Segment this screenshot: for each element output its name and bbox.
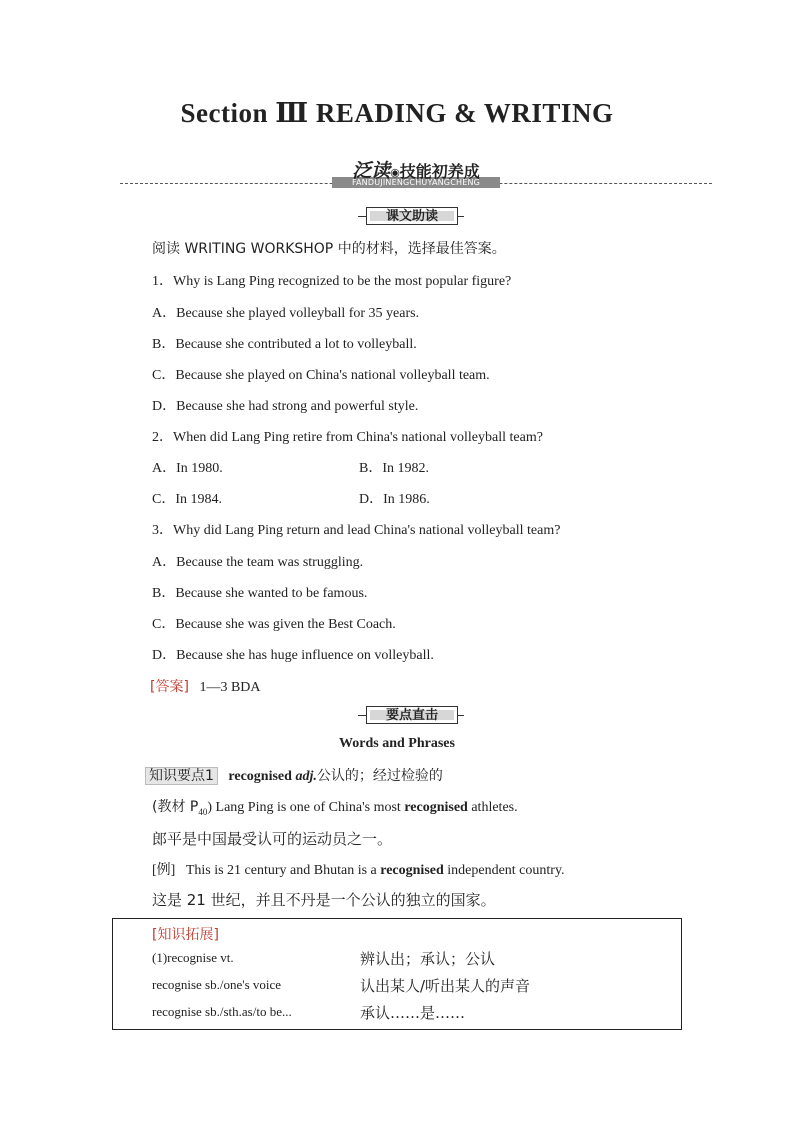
keyword-meaning: 公认的；经过检验的 (316, 768, 443, 784)
banner-title (120, 156, 712, 183)
textbook-keyword: recognised (404, 800, 468, 815)
tag-points (366, 706, 458, 724)
section-banner (120, 156, 712, 196)
example-sentence (152, 859, 565, 879)
textbook-end: athletes. (467, 800, 518, 815)
question-1-stem: 1．Why is Lang Ping recognized to be the most popular figure? (152, 274, 512, 289)
answer-label: [答案] (150, 679, 189, 695)
expansion-row-3-en: recognise sb./sth.as/to be... (152, 1004, 292, 1019)
bullet-icon: ◉ (390, 166, 400, 179)
section-heading: Words and Phrases (339, 736, 455, 751)
banner-subtitle: FANDUJINENGCHUYANGCHENG (332, 177, 500, 188)
example-keyword: recognised (380, 863, 444, 878)
question-1-option-a: A．Because she played volleyball for 35 years. (152, 306, 420, 321)
question-2-stem: 2．When did Lang Ping retire from China's national volleyball team? (152, 430, 543, 445)
instruction: 阅读 WRITING WORKSHOP 中的材料，选择最佳答案。 (152, 241, 506, 257)
example-label: [例] (152, 863, 176, 878)
example-translation: 这是 21 世纪，并且不丹是一个公认的独立的国家。 (152, 891, 496, 909)
question-1-option-b: B．Because she contributed a lot to volleyball. (152, 337, 417, 352)
knowledge-point-1 (145, 765, 443, 785)
banner-main: 泛读 (352, 160, 391, 182)
textbook-page: 40 (198, 806, 208, 817)
answer-text: 1—3 BDA (199, 680, 261, 695)
textbook-translation: 郎平是中国最受认可的运动员之一。 (152, 830, 393, 848)
knowledge-point-label: 知识要点1 (145, 767, 218, 785)
expansion-row-1-en: (1)recognise vt. (152, 950, 234, 965)
textbook-prefix: (教材 P (152, 799, 199, 815)
banner-rest: 技能初养成 (399, 162, 480, 181)
question-1-option-c: C．Because she played on China's national volleyball team. (152, 368, 490, 383)
keyword: recognised (228, 769, 292, 784)
textbook-sentence (152, 796, 518, 817)
tag-points-label: 要点直击 (370, 710, 454, 720)
question-3-option-a: A．Because the team was struggling. (152, 555, 364, 570)
tag-reading (366, 207, 458, 225)
question-1-option-d: D．Because she had strong and powerful style. (152, 399, 419, 414)
example-pre: This is 21 century and Bhutan is a (185, 863, 381, 878)
expansion-row-1-cn: 辨认出；承认；公认 (360, 950, 496, 968)
answer-line (150, 676, 261, 696)
question-2-option-c: C．In 1984. (152, 492, 222, 507)
example-post: independent country. (443, 863, 565, 878)
expansion-label: [知识拓展] (152, 927, 219, 943)
expansion-row-3-cn: 承认……是…… (360, 1004, 466, 1022)
question-3-stem: 3．Why did Lang Ping return and lead China's national volleyball team? (152, 523, 561, 538)
tag-reading-label: 课文助读 (370, 211, 454, 221)
expansion-row-2-en: recognise sb./one's voice (152, 977, 282, 992)
question-3-option-c: C．Because she was given the Best Coach. (152, 617, 396, 632)
part-of-speech: adj. (295, 769, 317, 784)
question-3-option-d: D．Because she has huge influence on volleyball. (152, 648, 434, 663)
question-2-option-d: D．In 1986. (359, 492, 430, 507)
expansion-row-2-cn: 认出某人/听出某人的声音 (360, 977, 531, 995)
textbook-text: ) Lang Ping is one of China's most (207, 800, 405, 815)
question-2-option-a: A．In 1980. (152, 461, 223, 476)
page-title: Section Ⅲ READING & WRITING (180, 98, 614, 128)
question-3-option-b: B．Because she wanted to be famous. (152, 586, 368, 601)
question-2-option-b: B．In 1982. (359, 461, 429, 476)
